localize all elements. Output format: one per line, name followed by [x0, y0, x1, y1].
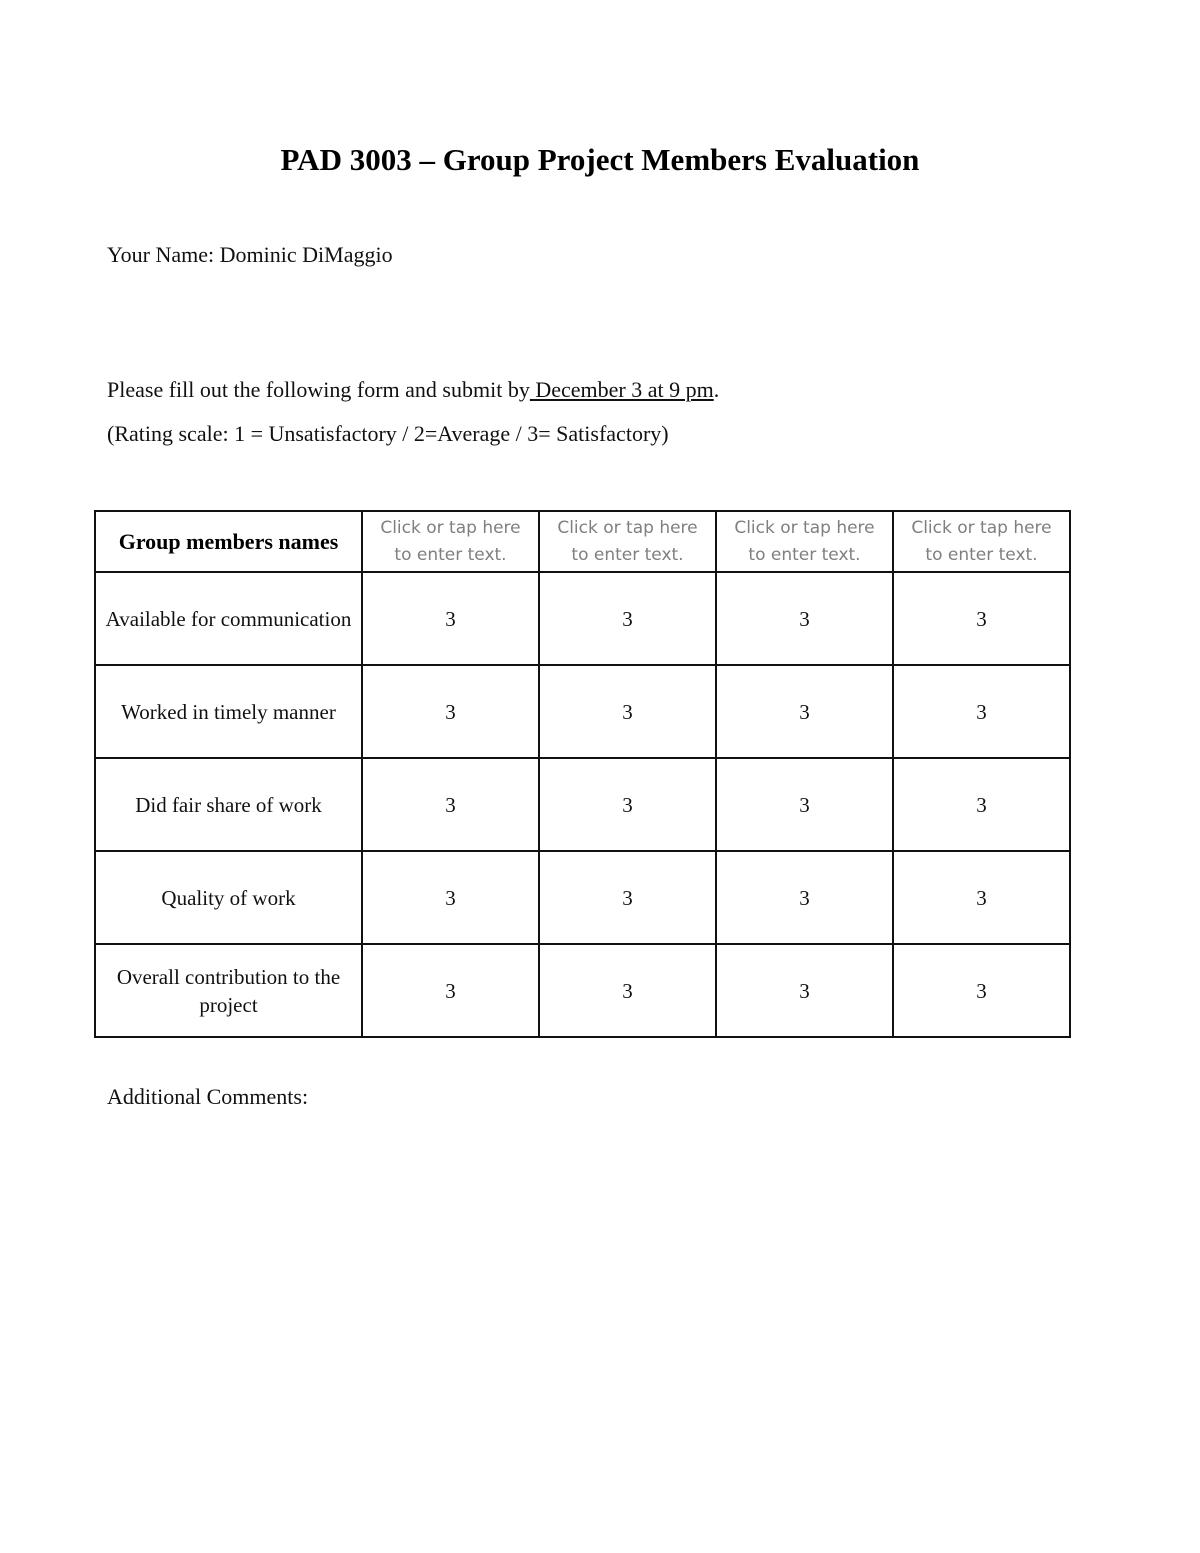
member-name-cell-3[interactable] [716, 511, 893, 572]
rating-cell[interactable]: 3 [716, 758, 893, 851]
evaluation-table [94, 510, 1071, 1038]
member-name-placeholder-3[interactable]: Click or tap here to enter text. [734, 517, 875, 565]
your-name-line [107, 240, 393, 270]
rating-cell[interactable]: 3 [893, 944, 1070, 1037]
rating-cell[interactable]: 3 [362, 758, 539, 851]
member-name-cell-2[interactable] [539, 511, 716, 572]
table-header-row [95, 511, 1070, 572]
rating-cell[interactable]: 3 [362, 944, 539, 1037]
table-row [95, 851, 1070, 944]
table-row [95, 572, 1070, 665]
member-name-placeholder-4[interactable]: Click or tap here to enter text. [911, 517, 1052, 565]
table-row [95, 758, 1070, 851]
member-name-placeholder-2[interactable]: Click or tap here to enter text. [557, 517, 698, 565]
criterion-label: Worked in timely manner [95, 665, 362, 758]
rating-scale-text: (Rating scale: 1 = Unsatisfactory / 2=Average / 3= Satisfactory) [107, 421, 669, 446]
table-row [95, 665, 1070, 758]
rating-cell[interactable]: 3 [893, 851, 1070, 944]
criterion-label: Did fair share of work [95, 758, 362, 851]
member-name-placeholder-1[interactable]: Click or tap here to enter text. [380, 517, 521, 565]
rating-cell[interactable]: 3 [893, 572, 1070, 665]
rating-cell[interactable]: 3 [716, 944, 893, 1037]
member-name-cell-4[interactable] [893, 511, 1070, 572]
rating-cell[interactable]: 3 [716, 665, 893, 758]
instructions-suffix: . [713, 377, 720, 402]
rating-cell[interactable]: 3 [539, 758, 716, 851]
rating-cell[interactable]: 3 [893, 665, 1070, 758]
rating-cell[interactable]: 3 [362, 665, 539, 758]
rating-cell[interactable]: 3 [716, 851, 893, 944]
rating-cell[interactable]: 3 [539, 851, 716, 944]
page-title: PAD 3003 – Group Project Members Evaluation [280, 142, 920, 177]
criterion-label: Available for communication [95, 572, 362, 665]
instructions-prefix: Please fill out the following form and submit by [107, 377, 530, 402]
rating-cell[interactable]: 3 [893, 758, 1070, 851]
rating-cell[interactable]: 3 [362, 851, 539, 944]
rating-cell[interactable]: 3 [716, 572, 893, 665]
deadline-text: December 3 at 9 pm [529, 377, 714, 402]
your-name-value[interactable]: Dominic DiMaggio [219, 242, 393, 267]
rating-cell[interactable]: 3 [539, 665, 716, 758]
rating-cell[interactable]: 3 [539, 572, 716, 665]
table-row [95, 944, 1070, 1037]
rating-cell[interactable]: 3 [362, 572, 539, 665]
criterion-label: Overall contribution to the project [95, 944, 362, 1037]
rating-cell[interactable]: 3 [539, 944, 716, 1037]
your-name-label: Your Name: [107, 242, 220, 267]
additional-comments-label: Additional Comments: [107, 1084, 309, 1109]
member-name-cell-1[interactable] [362, 511, 539, 572]
instructions-line [107, 375, 719, 405]
group-members-header: Group members names [95, 511, 362, 572]
criterion-label: Quality of work [95, 851, 362, 944]
